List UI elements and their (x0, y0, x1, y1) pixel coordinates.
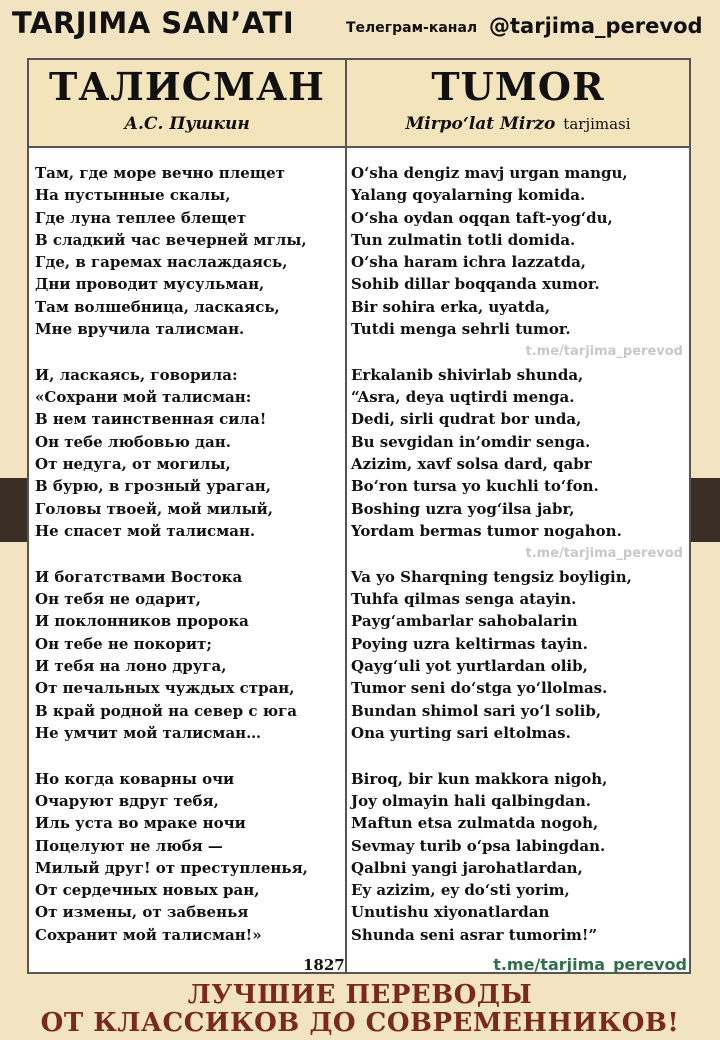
slogan-line-2: ОТ КЛАССИКОВ ДО СОВРЕМЕННИКОВ! (40, 1008, 680, 1038)
poem-line: Va yo Sharqning tengsiz boyligin, (351, 567, 632, 586)
stanza (35, 364, 340, 542)
poem-line: Joy olmayin hali qalbingdan. (351, 791, 591, 810)
translation-title: TUMOR (431, 64, 605, 109)
poem-line: Bu sevgidan in’omdir senga. (351, 432, 591, 451)
poem-line: Yordam bermas tumor nogahon. (351, 521, 622, 540)
translator-credit (347, 114, 689, 134)
poem-line: Милый друг! от преступленья, (35, 858, 308, 877)
column-divider (345, 60, 347, 972)
poem-line: Там волшебница, ласкаясь, (35, 297, 280, 316)
stanza (35, 768, 340, 946)
slogan-line-1: ЛУЧШИЕ ПЕРЕВОДЫ (187, 980, 533, 1010)
original-title: ТАЛИСМАН (49, 64, 325, 109)
original-poem (35, 162, 340, 970)
card-header (29, 60, 689, 148)
brand-title: TARJIMA SAN’ATI (12, 6, 295, 40)
poem-line: “Asra, deya uqtirdi menga. (351, 388, 575, 407)
watermark: t.me/tarjima_perevod (525, 546, 683, 561)
poem-line: В край родной на север с юга (35, 701, 298, 720)
translated-poem (351, 162, 685, 970)
poem-line: Dedi, sirli qudrat bor unda, (351, 410, 582, 429)
poem-line: Azizim, xavf solsa dard, qabr (351, 455, 592, 474)
poem-line: Shunda seni asrar tumorim!” (351, 925, 598, 944)
poem-line: Не спасет мой талисман. (35, 521, 256, 540)
poem-line: Очаруют вдруг тебя, (35, 791, 219, 810)
poem-line: И тебя на лоно друга, (35, 656, 227, 675)
poem-line: Maftun etsa zulmatda nogoh, (351, 814, 599, 833)
poem-line: Bo‘ron tursa yo kuchli to‘fon. (351, 477, 599, 496)
poem-line: Bundan shimol sari yo‘l solib, (351, 701, 602, 720)
poem-line: Erkalanib shivirlab shunda, (351, 365, 584, 384)
channel-label: Телеграм-канал (346, 20, 478, 36)
channel-handle: @tarjima_perevod (489, 14, 703, 38)
poem-line: Там, где море вечно плещет (35, 164, 285, 182)
poem-line: Мне вручила талисман. (35, 320, 245, 339)
poem-line: Дни проводит мусульман, (35, 275, 265, 294)
poem-line: Tutdi menga sehrli tumor. (351, 320, 571, 339)
translator-name: Mirpo‘lat Mirzo (405, 114, 556, 134)
poem-line: В сладкий час вечерней мглы, (35, 230, 307, 249)
poem-line: Sohib dillar boqqanda xumor. (351, 275, 600, 294)
poem-line: «Сохрани мой талисман: (35, 388, 252, 407)
poem-line: Bir sohira erka, uyatda, (351, 297, 551, 316)
poem-line: Иль уста во мраке ночи (35, 814, 246, 833)
top-bar (0, 0, 720, 50)
poem-line: Poying uzra keltirmas tayin. (351, 634, 588, 653)
poem-line: От сердечных новых ран, (35, 881, 260, 900)
stanza (35, 162, 340, 340)
poem-line: O‘sha oydan oqqan taft-yog‘du, (351, 208, 613, 227)
poem-line: Payg‘ambarlar sahobalarin (351, 612, 578, 631)
poem-line: Ey azizim, ey do‘sti yorim, (351, 881, 570, 900)
poem-line: Поцелуют не любя — (35, 836, 223, 855)
poem-line: Он тебе не покорит; (35, 634, 212, 653)
poem-line: Qayg‘uli yot yurtlardan olib, (351, 656, 588, 675)
poem-line: Tuhfa qilmas senga atayin. (351, 590, 577, 609)
poem-line: В нем таинственная сила! (35, 410, 267, 429)
stanza (351, 162, 685, 340)
poem-line: Но когда коварны очи (35, 769, 235, 788)
poem-line: Biroq, bir kun makkora nigoh, (351, 769, 608, 788)
poem-line: На пустынные скалы, (35, 186, 231, 205)
poem-card (27, 58, 691, 974)
poem-line: Tumor seni do‘stga yo‘llolmas. (351, 679, 608, 698)
poem-year: 1827 (303, 956, 345, 974)
poem-line: Где, в гаремах наслаждаясь, (35, 253, 288, 272)
poem-line: Tun zulmatin totli domida. (351, 230, 576, 249)
poem-line: И, ласкаясь, говорила: (35, 365, 238, 384)
poem-line: Yalang qoyalarning komida. (351, 186, 586, 205)
stanza (351, 566, 685, 744)
poem-line: В бурю, в грозный ураган, (35, 477, 272, 496)
poem-line: И богатствами Востока (35, 567, 243, 586)
stanza (351, 768, 685, 946)
poem-line: Он тебе любовью дан. (35, 432, 231, 451)
poem-line: От измены, от забвенья (35, 903, 249, 922)
original-author: А.С. Пушкин (124, 114, 250, 134)
poem-line: От недуга, от могилы, (35, 455, 231, 474)
translator-suffix: tarjimasi (563, 115, 631, 133)
poem-line: Где луна теплее блещет (35, 208, 247, 227)
poem-line: Unutishu xiyonatlardan (351, 903, 550, 922)
channel-link[interactable]: t.me/tarjima_perevod (493, 955, 687, 974)
poem-line: Не умчит мой талисман… (35, 723, 262, 742)
poem-line: Сохранит мой талисман!» (35, 925, 262, 944)
poem-line: От печальных чуждых стран, (35, 679, 295, 698)
stanza (35, 566, 340, 744)
poem-line: Головы твоей, мой милый, (35, 499, 273, 518)
poem-line: O‘sha dengiz mavj urgan mangu, (351, 164, 628, 182)
poem-line: Ona yurting sari eltolmas. (351, 723, 571, 742)
poem-line: Qalbni yangi jarohatlardan, (351, 858, 583, 877)
poem-line: И поклонников пророка (35, 612, 249, 631)
stanza (351, 364, 685, 542)
poem-line: Sevmay turib o‘psa labingdan. (351, 836, 606, 855)
poem-line: Он тебя не одарит, (35, 590, 202, 609)
poem-line: Boshing uzra yog‘ilsa jabr, (351, 499, 575, 518)
poem-line: O‘sha haram ichra lazzatda, (351, 253, 587, 272)
watermark: t.me/tarjima_perevod (525, 344, 683, 359)
